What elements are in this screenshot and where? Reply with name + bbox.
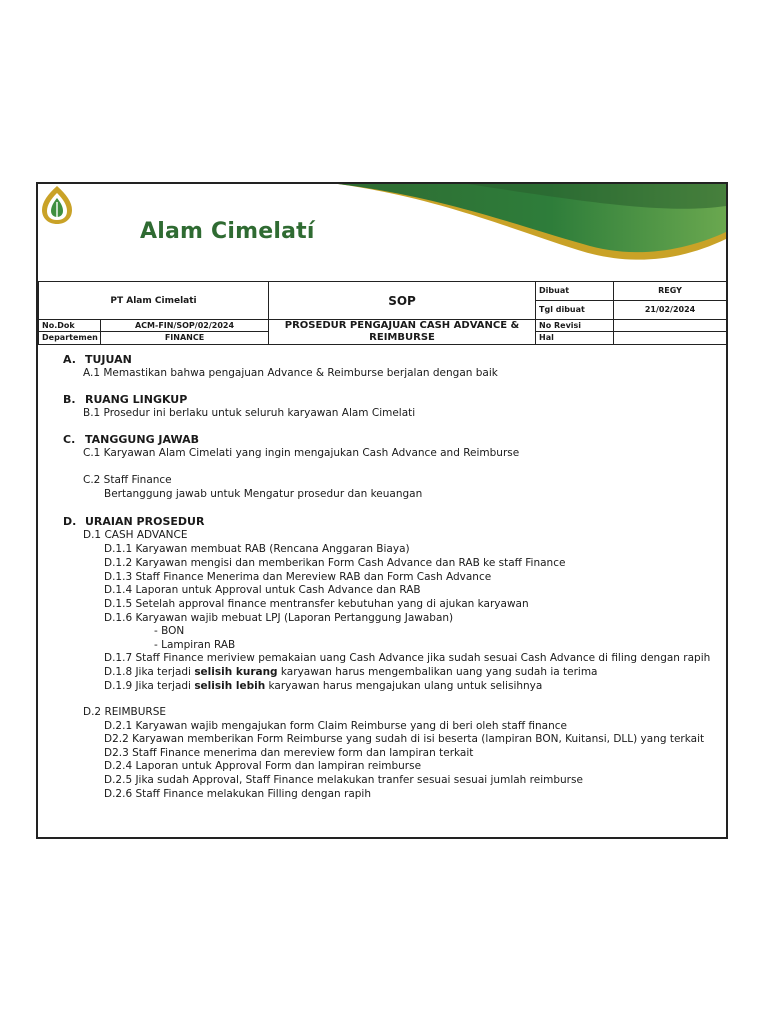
item-d17: D.1.7 Staff Finance meriview pemakaian uang Cash Advance jika sudah sesuai Cash Advance di filing dengan rapih [104, 652, 711, 664]
company-name: PT Alam Cimelati [39, 282, 269, 320]
item-d19: D.1.9 Jika terjadi selisih lebih karyawan harus mengajukan ulang untuk selisihnya [104, 680, 543, 692]
document-header-table [38, 281, 727, 345]
no-revisi-value [614, 320, 727, 332]
item-d16-bon: - BON [154, 625, 185, 637]
departemen-value: FINANCE [101, 332, 269, 345]
hal-label: Hal [536, 332, 614, 345]
procedure-title: PROSEDUR PENGAJUAN CASH ADVANCE & REIMBURSE [269, 320, 536, 345]
section-c-heading: C. TANGGUNG JAWAB [63, 433, 200, 446]
hal-value [614, 332, 727, 345]
section-d-heading: D. URAIAN PROSEDUR [63, 515, 205, 528]
item-c2: C.2 Staff Finance [83, 474, 172, 486]
item-c1: C.1 Karyawan Alam Cimelati yang ingin mengajukan Cash Advance and Reimburse [83, 447, 520, 459]
item-d12: D.1.2 Karyawan mengisi dan memberikan Form Cash Advance dan RAB ke staff Finance [104, 557, 566, 569]
item-c2-desc: Bertanggung jawab untuk Mengatur prosedur dan keuangan [104, 488, 423, 500]
dibuat-value: REGY [614, 282, 727, 301]
section-b-heading: B. RUANG LINGKUP [63, 393, 188, 406]
item-d11: D.1.1 Karyawan membuat RAB (Rencana Anggaran Biaya) [104, 543, 410, 555]
item-a1: A.1 Memastikan bahwa pengajuan Advance & Reimburse berjalan dengan baik [83, 367, 498, 379]
item-d22: D2.2 Karyawan memberikan Form Reimburse yang sudah di isi beserta (lampiran BON, Kuitansi, DLL) yang terkait [104, 733, 705, 745]
leaf-logo-icon [38, 184, 76, 226]
item-d13: D.1.3 Staff Finance Menerima dan Mereview RAB dan Form Cash Advance [104, 571, 492, 583]
no-dok-label: No.Dok [39, 320, 101, 332]
item-b1: B.1 Prosedur ini berlaku untuk seluruh karyawan Alam Cimelati [83, 407, 416, 419]
selisih-kurang-emphasis: selisih kurang [194, 666, 278, 678]
item-d15: D.1.5 Setelah approval finance mentransfer kebutuhan yang di ajukan karyawan [104, 598, 529, 610]
document-frame [36, 182, 728, 839]
item-d16: D.1.6 Karyawan wajib mebuat LPJ (Laporan Pertanggung Jawaban) [104, 612, 454, 624]
item-d16-rab: - Lampiran RAB [154, 639, 236, 651]
item-d2: D.2 REIMBURSE [83, 706, 167, 718]
item-d1: D.1 CASH ADVANCE [83, 529, 188, 541]
dibuat-label: Dibuat [536, 282, 614, 301]
item-d23: D2.3 Staff Finance menerima dan mereview form dan lampiran terkait [104, 747, 474, 759]
item-d14: D.1.4 Laporan untuk Approval untuk Cash Advance dan RAB [104, 584, 421, 596]
tgl-dibuat-value: 21/02/2024 [614, 301, 727, 320]
selisih-lebih-emphasis: selisih lebih [194, 680, 266, 692]
item-d24: D.2.4 Laporan untuk Approval Form dan lampiran reimburse [104, 760, 422, 772]
item-d25: D.2.5 Jika sudah Approval, Staff Finance melakukan tranfer sesuai sesuai jumlah reimburse [104, 774, 583, 786]
no-revisi-label: No Revisi [536, 320, 614, 332]
header-banner [38, 184, 726, 281]
company-logo-text: Alam Cimelatí [140, 219, 315, 244]
no-dok-value: ACM-FIN/SOP/02/2024 [101, 320, 269, 332]
item-d18: D.1.8 Jika terjadi selisih kurang karyawan harus mengembalikan uang yang sudah ia terima [104, 666, 598, 678]
tgl-dibuat-label: Tgl dibuat [536, 301, 614, 320]
item-d21: D.2.1 Karyawan wajib mengajukan form Claim Reimburse yang di beri oleh staff finance [104, 720, 567, 732]
item-d26: D.2.6 Staff Finance melakukan Filling dengan rapih [104, 788, 371, 800]
section-a-heading: A. TUJUAN [63, 353, 132, 366]
departemen-label: Departemen [39, 332, 101, 345]
doc-type: SOP [269, 282, 536, 320]
